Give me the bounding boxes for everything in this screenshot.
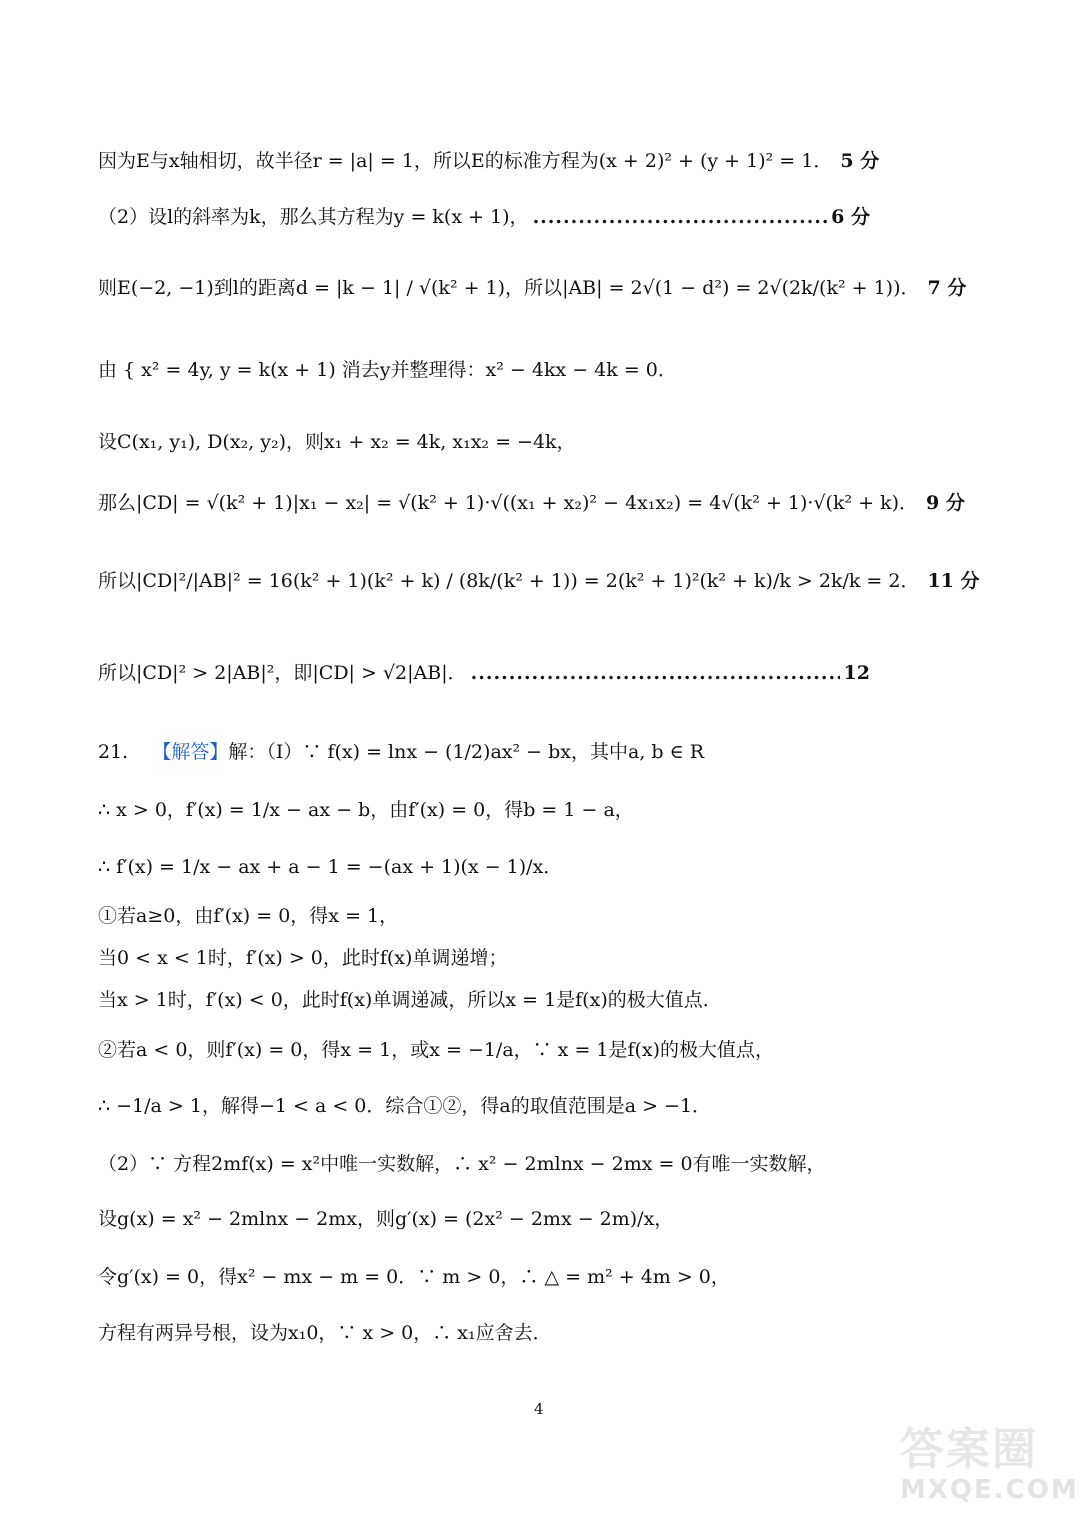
solution-line-7 <box>98 566 980 593</box>
score-mark: 6 分 <box>831 206 870 228</box>
score-mark: 11 分 <box>927 570 980 592</box>
solution-line-12: ①若a≥0，由f′(x) = 0，得x = 1， <box>98 905 399 927</box>
solution-line-17: （2）∵ 方程2mf(x) = x²中唯一实数解，∴ x² − 2mlnx − 2mx = 0有唯一实数解， <box>98 1153 826 1175</box>
score-mark: 9 分 <box>926 492 965 514</box>
solution-line-5: 设C(x₁, y₁), D(x₂, y₂)，则x₁ + x₂ = 4k, x₁x₂ = −4k， <box>98 431 576 453</box>
solution-text: （2）设l的斜率为k，那么其方程为y = k(x + 1)， <box>98 206 529 228</box>
solution-text: 因为E与x轴相切，故半径r = |a| = 1，所以E的标准方程为(x + 2)² + (y + 1)² = 1． <box>98 150 833 172</box>
score-mark: 12 <box>843 662 870 684</box>
dot-leader <box>471 662 840 684</box>
question-21-intro: 解：（Ⅰ）∵ f(x) = lnx − (1/2)ax² − bx，其中a, b ∈ R <box>228 741 705 763</box>
watermark-site: MXQE.COM <box>900 1475 1079 1505</box>
solution-line-1 <box>98 146 880 173</box>
solution-line-2 <box>98 202 870 229</box>
question-21-header <box>98 740 704 765</box>
watermark-logo: 答案圈 <box>900 1424 1038 1475</box>
solution-line-11: ∴ f′(x) = 1/x − ax + a − 1 = −(ax + 1)(x − 1)/x． <box>98 856 563 878</box>
solution-line-8 <box>98 658 870 685</box>
solution-text: 所以|CD|²/|AB|² = 16(k² + 1)(k² + k) / (8k/(k² + 1)) = 2(k² + 1)²(k² + k)/k > 2k/k = 2． <box>98 570 920 592</box>
solution-text: 所以|CD|² > 2|AB|²，即|CD| > √2|AB|． <box>98 662 467 684</box>
page-number: 4 <box>534 1400 544 1418</box>
answer-tag: 【解答】 <box>152 741 229 763</box>
solution-text: 那么|CD| = √(k² + 1)|x₁ − x₂| = √(k² + 1)·√((x₁ + x₂)² − 4x₁x₂) = 4√(k² + 1)·√(k² + k)． <box>98 492 919 514</box>
solution-line-6 <box>98 488 965 515</box>
question-number: 21. <box>98 741 129 763</box>
solution-line-20: 方程有两异号根，设为x₁0，∵ x > 0，∴ x₁应舍去． <box>98 1322 552 1344</box>
solution-line-14: 当x > 1时，f′(x) < 0，此时f(x)单调递减，所以x = 1是f(x)的极大值点． <box>98 989 722 1011</box>
solution-line-4: 由 { x² = 4y, y = k(x + 1) 消去y并整理得：x² − 4kx − 4k = 0． <box>98 359 677 381</box>
dot-leader <box>533 206 828 228</box>
score-mark: 7 分 <box>927 277 967 299</box>
solution-line-19: 令g′(x) = 0，得x² − mx − m = 0．∵ m > 0，∴ △ = m² + 4m > 0， <box>98 1266 730 1288</box>
solution-line-3 <box>98 273 967 300</box>
solution-line-16: ∴ −1/a > 1，解得−1 < a < 0．综合①②，得a的取值范围是a > −1． <box>98 1095 712 1117</box>
solution-text: 则E(−2, −1)到l的距离d = |k − 1| / √(k² + 1)，所以|AB| = 2√(1 − d²) = 2√(2k/(k² + 1))． <box>98 277 920 299</box>
solution-line-10: ∴ x > 0，f′(x) = 1/x − ax − b，由f′(x) = 0，得b = 1 − a， <box>98 799 634 821</box>
watermark <box>900 1424 1079 1520</box>
score-mark: 5 分 <box>840 150 880 172</box>
solution-line-13: 当0 < x < 1时，f′(x) > 0，此时f(x)单调递增； <box>98 947 508 969</box>
solution-line-18: 设g(x) = x² − 2mlnx − 2mx，则g′(x) = (2x² − 2mx − 2m)/x， <box>98 1208 674 1230</box>
solution-line-15: ②若a < 0，则f′(x) = 0，得x = 1，或x = −1/a，∵ x = 1是f(x)的极大值点， <box>98 1039 775 1061</box>
